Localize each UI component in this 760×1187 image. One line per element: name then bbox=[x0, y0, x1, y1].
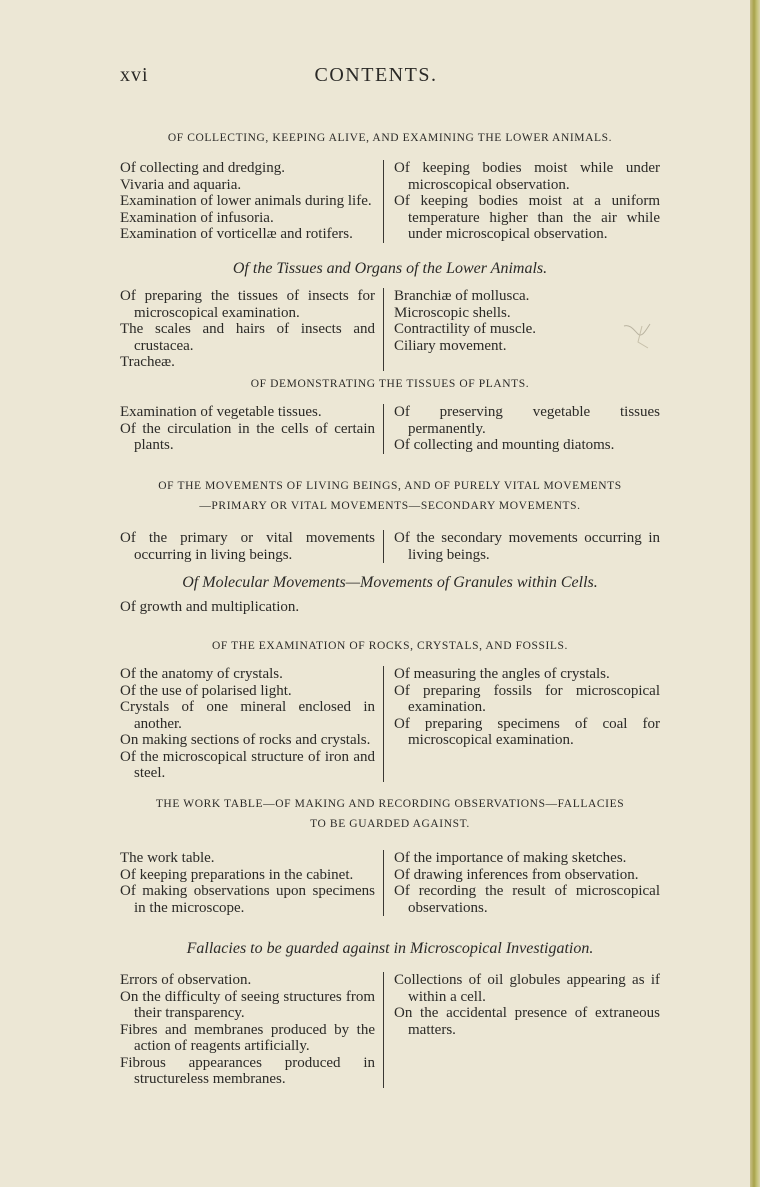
contents-entry: Microscopic shells. bbox=[394, 304, 511, 321]
contents-entry: Ciliary movement. bbox=[394, 337, 507, 354]
contents-entry: Examination of infusoria. bbox=[120, 209, 274, 226]
two-column-list bbox=[120, 972, 660, 1088]
contents-entry: Of preserving vegetable tissues permanently. bbox=[394, 404, 660, 437]
section-subheading: Of Molecular Movements—Movements of Granules within Cells. bbox=[182, 574, 598, 591]
section-lower-animals bbox=[120, 128, 660, 243]
right-column bbox=[383, 404, 660, 454]
contents-entry: The work table. bbox=[120, 850, 215, 866]
section-tissues-lower-animals bbox=[120, 260, 660, 371]
running-title: CONTENTS. bbox=[314, 64, 438, 86]
right-column bbox=[383, 288, 660, 371]
contents-entry: Of measuring the angles of crystals. bbox=[394, 666, 610, 682]
left-column bbox=[120, 666, 383, 782]
contents-entry: Examination of lower animals during life. bbox=[120, 193, 372, 209]
contents-entry: Of keeping bodies moist at a uniform temperature higher than the air while under microscopical observation. bbox=[394, 193, 660, 242]
contents-entry: The scales and hairs of insects and crustacea. bbox=[120, 321, 375, 354]
contents-entry: Of the circulation in the cells of certain plants. bbox=[120, 420, 375, 453]
pencil-mark-icon bbox=[620, 318, 656, 358]
section-movements-living-beings bbox=[120, 476, 660, 563]
two-column-list bbox=[120, 288, 660, 371]
contents-entry: Branchiæ of mollusca. bbox=[394, 288, 530, 304]
contents-entry: Of the microscopical structure of iron and steel. bbox=[120, 748, 375, 781]
contents-entry: On making sections of rocks and crystals. bbox=[120, 732, 371, 748]
section-heading: OF DEMONSTRATING THE TISSUES OF PLANTS. bbox=[250, 378, 530, 390]
page-number: xvi bbox=[120, 64, 149, 86]
contents-entry: Of the secondary movements occurring in living beings. bbox=[394, 530, 660, 563]
section-plant-tissues bbox=[120, 374, 660, 454]
left-column bbox=[120, 850, 383, 916]
contents-entry: Of the anatomy of crystals. bbox=[120, 666, 283, 682]
contents-entry: Errors of observation. bbox=[120, 972, 252, 988]
contents-entry: Of preparing the tissues of insects for microscopical examination. bbox=[120, 288, 375, 321]
two-column-list bbox=[120, 666, 660, 782]
section-heading: OF COLLECTING, KEEPING ALIVE, AND EXAMINING THE LOWER ANIMALS. bbox=[167, 132, 613, 144]
section-subheading: Fallacies to be guarded against in Microscopical Investigation. bbox=[186, 940, 594, 957]
section-subheading: Of the Tissues and Organs of the Lower Animals. bbox=[232, 260, 548, 277]
section-heading: OF THE EXAMINATION OF ROCKS, CRYSTALS, AND FOSSILS. bbox=[212, 640, 568, 652]
page-edge bbox=[750, 0, 760, 1187]
two-column-list bbox=[120, 530, 660, 563]
contents-entry: Of collecting and dredging. bbox=[120, 160, 285, 176]
two-column-list bbox=[120, 404, 660, 454]
right-column bbox=[383, 666, 660, 782]
section-work-table bbox=[120, 794, 660, 916]
contents-entry: Of the use of polarised light. bbox=[120, 682, 292, 699]
contents-entry: Contractility of muscle. bbox=[394, 321, 537, 337]
section-heading-line-1: OF THE MOVEMENTS OF LIVING BEINGS, AND OF PURELY VITAL MOVEMENTS bbox=[158, 480, 622, 492]
section-heading-line-1: THE WORK TABLE—OF MAKING AND RECORDING OBSERVATIONS—FALLACIES bbox=[155, 798, 625, 810]
right-column bbox=[383, 530, 660, 563]
contents-entry: Of making observations upon specimens in the microscope. bbox=[120, 883, 375, 916]
left-column bbox=[120, 530, 383, 563]
contents-entry: Of the primary or vital movements occurring in living beings. bbox=[120, 530, 375, 563]
contents-entry: Crystals of one mineral enclosed in another. bbox=[120, 699, 375, 732]
two-column-list bbox=[120, 850, 660, 916]
contents-entry: Examination of vorticellæ and rotifers. bbox=[120, 226, 353, 242]
section-molecular-movements bbox=[120, 574, 660, 616]
contents-entry: Of recording the result of microscopical observations. bbox=[394, 883, 660, 916]
page-header bbox=[0, 64, 752, 94]
left-column bbox=[120, 288, 383, 371]
contents-entry: Of drawing inferences from observation. bbox=[394, 866, 639, 883]
contents-entry: Tracheæ. bbox=[120, 354, 175, 370]
contents-entry: Of growth and multiplication. bbox=[120, 599, 300, 615]
right-column bbox=[383, 850, 660, 916]
two-column-list bbox=[120, 160, 660, 243]
contents-entry: Of keeping bodies moist while under microscopical observation. bbox=[394, 160, 660, 193]
contents-entry: Collections of oil globules appearing as if within a cell. bbox=[394, 972, 660, 1005]
left-column bbox=[120, 404, 383, 454]
left-column bbox=[120, 972, 383, 1088]
contents-entry: On the difficulty of seeing structures from their transparency. bbox=[120, 988, 375, 1021]
left-column bbox=[120, 160, 383, 243]
section-rocks-crystals-fossils bbox=[120, 636, 660, 782]
contents-entry: Fibrous appearances produced in structureless membranes. bbox=[120, 1054, 375, 1087]
section-fallacies bbox=[120, 940, 660, 1088]
contents-entry: Of preparing fossils for microscopical examination. bbox=[394, 682, 660, 715]
contents-entry: Vivaria and aquaria. bbox=[120, 176, 242, 193]
contents-entry: On the accidental presence of extraneous matters. bbox=[394, 1005, 660, 1038]
contents-entry: Examination of vegetable tissues. bbox=[120, 404, 322, 420]
contents-entry: Fibres and membranes produced by the action of reagents artificially. bbox=[120, 1021, 375, 1054]
section-heading-line-2: —PRIMARY OR VITAL MOVEMENTS—SECONDARY MOVEMENTS. bbox=[199, 500, 581, 512]
section-heading-line-2: TO BE GUARDED AGAINST. bbox=[310, 818, 470, 830]
contents-entry: Of collecting and mounting diatoms. bbox=[394, 437, 615, 453]
contents-entry: Of keeping preparations in the cabinet. bbox=[120, 866, 354, 883]
right-column bbox=[383, 160, 660, 243]
contents-entry: Of preparing specimens of coal for microscopical examination. bbox=[394, 715, 660, 748]
contents-entry: Of the importance of making sketches. bbox=[394, 850, 627, 866]
right-column bbox=[383, 972, 660, 1088]
